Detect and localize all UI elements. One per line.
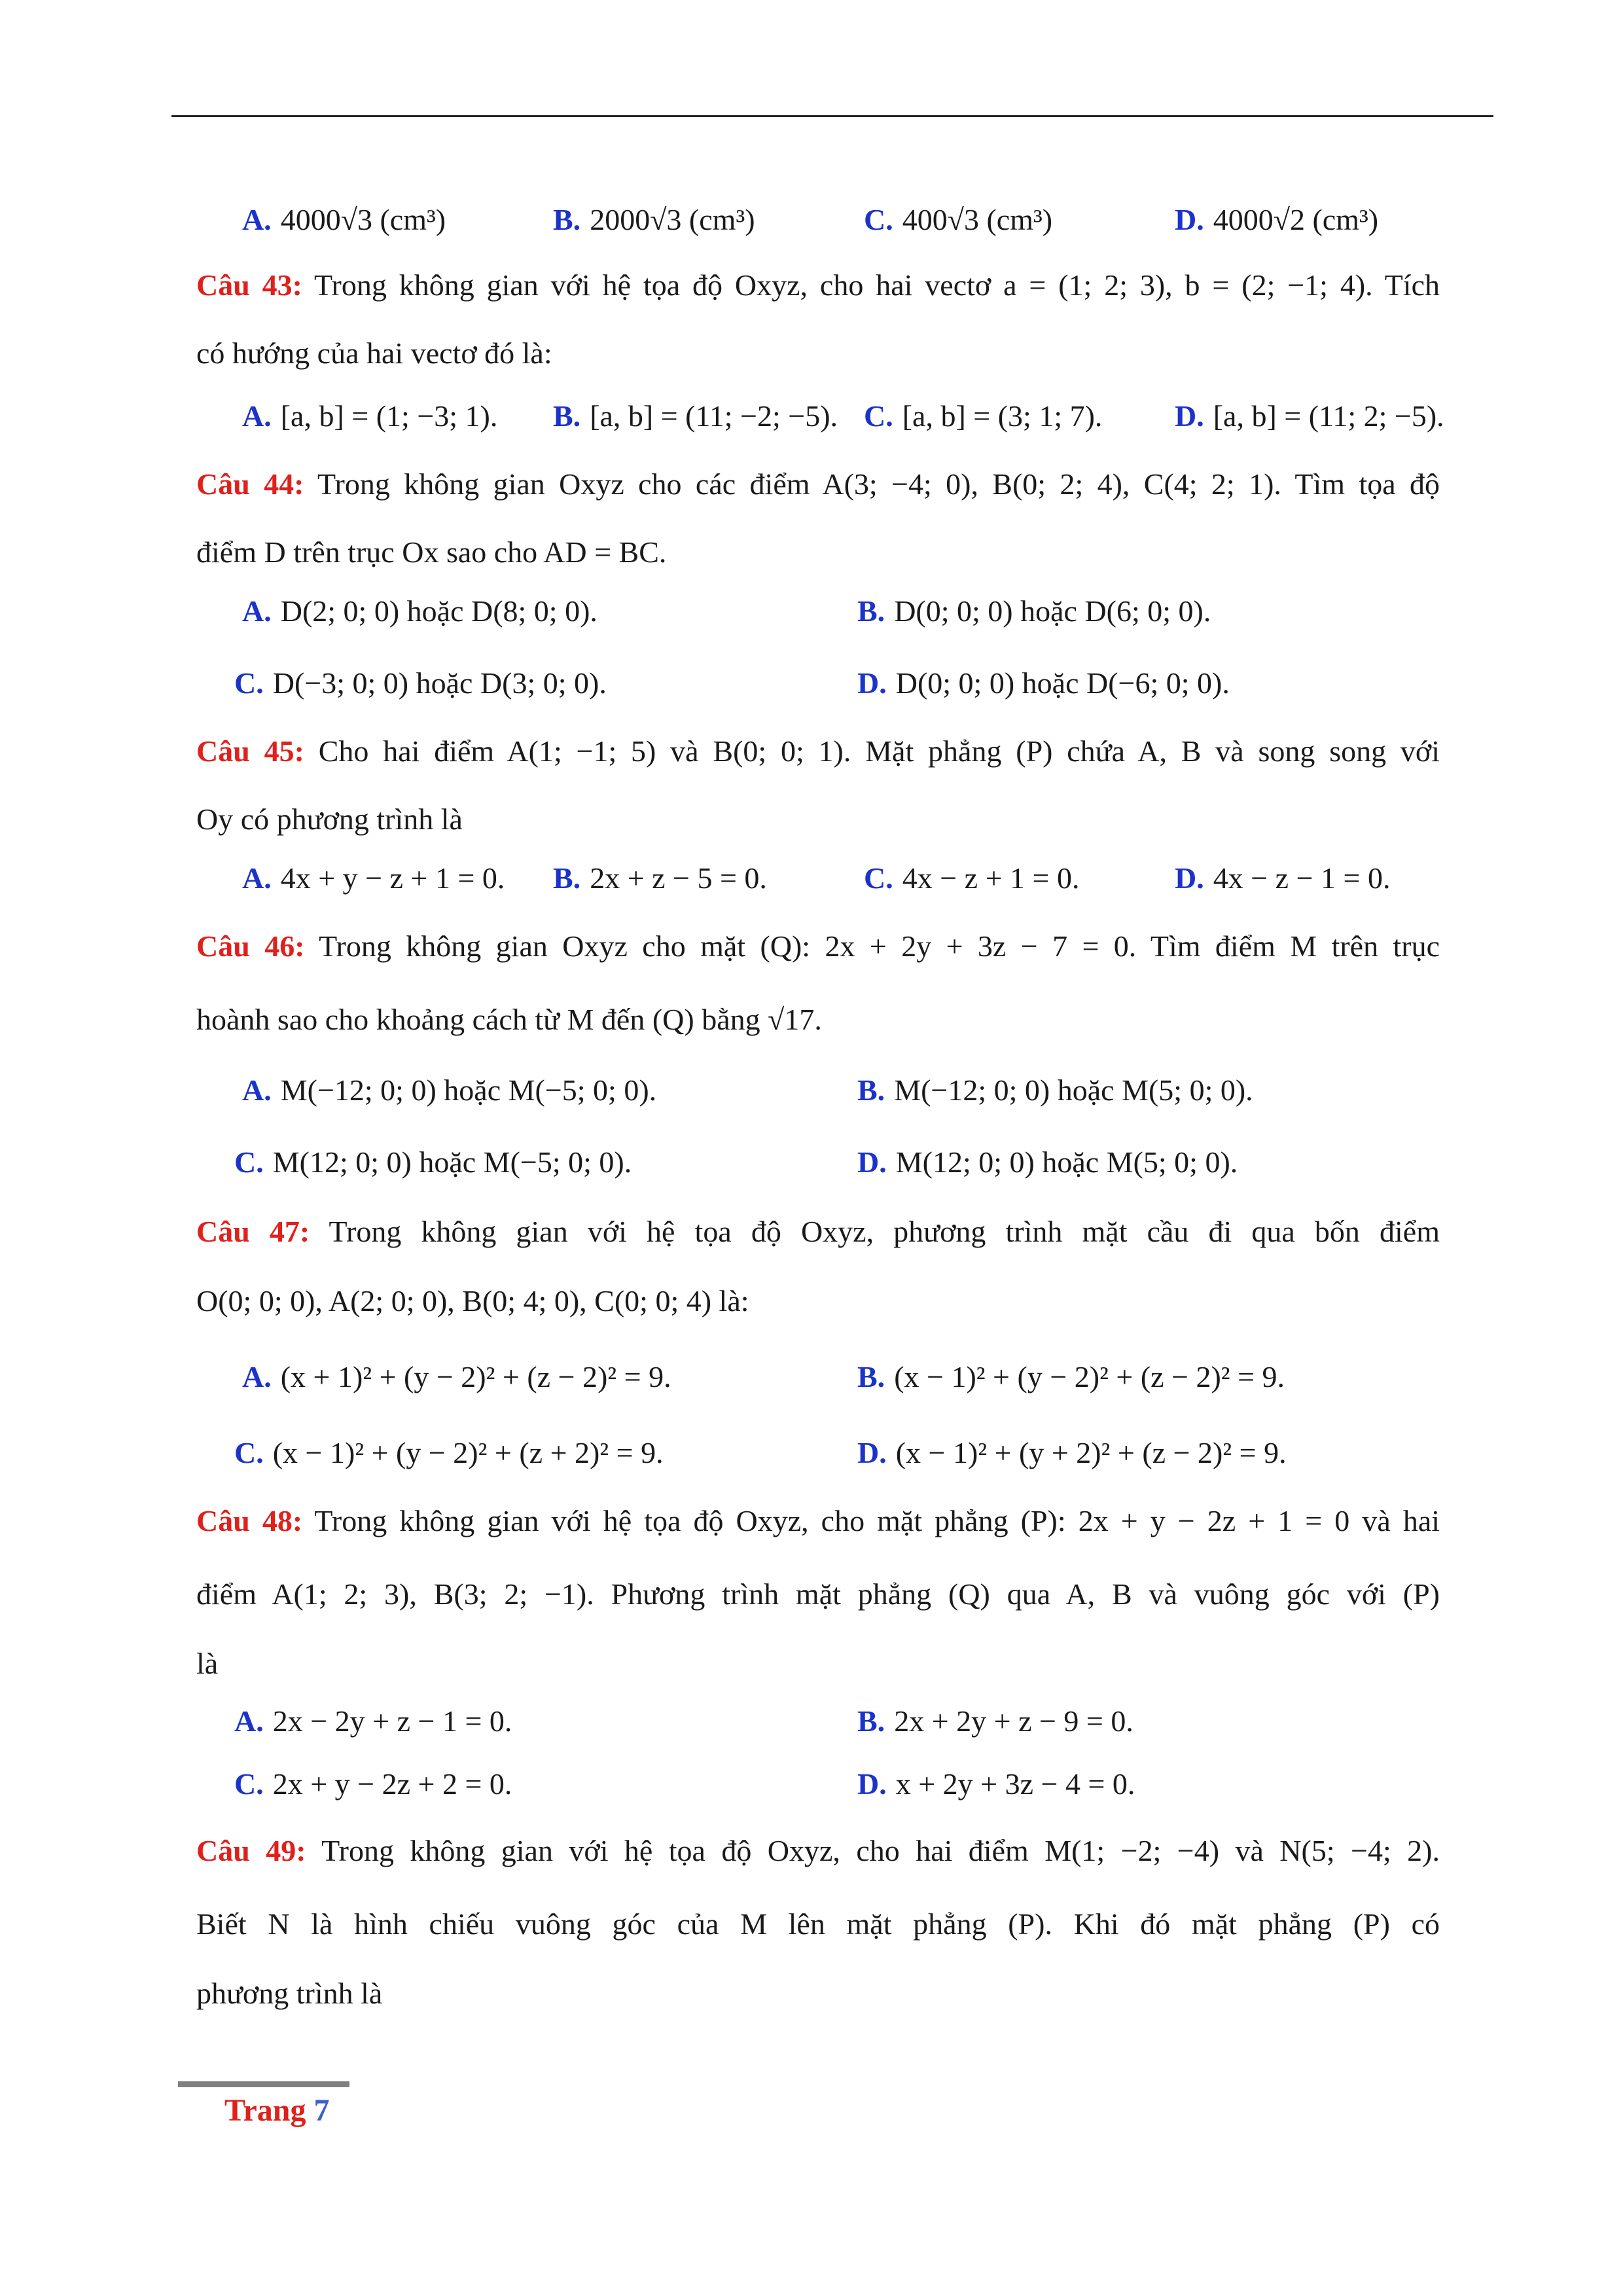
header-rule	[171, 115, 1493, 117]
q44-line2: điểm D trên trục Ox sao cho AD = BC.	[196, 535, 667, 569]
q44-options-row1	[196, 592, 1440, 631]
option-a: A. 2x − 2y + z − 1 = 0.	[234, 1704, 512, 1738]
q48-options-row1	[196, 1702, 1440, 1741]
q45-options	[196, 859, 1440, 898]
q47-options-row2	[196, 1433, 1440, 1473]
q42-options	[196, 200, 1440, 240]
q47-line2: O(0; 0; 0), A(2; 0; 0), B(0; 4; 0), C(0; 0; 4) là:	[196, 1284, 749, 1318]
option-c: C. 2x + y − 2z + 2 = 0.	[234, 1767, 512, 1801]
option-d: D. x + 2y + 3z − 4 = 0.	[857, 1767, 1135, 1801]
option-a: A. 4x + y − z + 1 = 0.	[242, 861, 505, 895]
q45-label: Câu 45:	[196, 734, 304, 768]
q44-label: Câu 44:	[196, 467, 304, 501]
q47-options-row1	[196, 1357, 1440, 1397]
q44-line1: Câu 44: Trong không gian Oxyz cho các điểm A(3; −4; 0), B(0; 2; 4), C(4; 2; 1). Tìm tọa độ	[196, 467, 1440, 501]
q46-line2: hoành sao cho khoảng cách từ M đến (Q) bằng √17.	[196, 1003, 822, 1036]
q46-options-row1	[196, 1071, 1440, 1110]
option-b: B. 2x + 2y + z − 9 = 0.	[857, 1704, 1133, 1738]
q46-line1: Câu 46: Trong không gian Oxyz cho mặt (Q): 2x + 2y + 3z − 7 = 0. Tìm điểm M trên trục	[196, 929, 1440, 963]
option-d: D. [a, b] = (11; 2; −5).	[1175, 399, 1444, 433]
option-c: C. 4x − z + 1 = 0.	[864, 861, 1080, 895]
option-d: D. D(0; 0; 0) hoặc D(−6; 0; 0).	[857, 666, 1230, 700]
q49-line2: Biết N là hình chiếu vuông góc của M lên mặt phẳng (P). Khi đó mặt phẳng (P) có	[196, 1907, 1440, 1941]
option-d: D. 4x − z − 1 = 0.	[1175, 861, 1391, 895]
q49-line3: phương trình là	[196, 1977, 383, 2010]
option-c: C. [a, b] = (3; 1; 7).	[864, 399, 1103, 433]
option-a: A. M(−12; 0; 0) hoặc M(−5; 0; 0).	[242, 1073, 657, 1107]
option-d: D. M(12; 0; 0) hoặc M(5; 0; 0).	[857, 1145, 1238, 1179]
option-b: B. D(0; 0; 0) hoặc D(6; 0; 0).	[857, 594, 1211, 628]
q43-line1: Câu 43: Trong không gian với hệ tọa độ Oxyz, cho hai vectơ a = (1; 2; 3), b = (2; −1; 4). Tích	[196, 268, 1440, 302]
option-b: B. 2000√3 (cm³)	[553, 203, 755, 236]
q43-label: Câu 43:	[196, 268, 302, 302]
option-a: A. D(2; 0; 0) hoặc D(8; 0; 0).	[242, 594, 597, 628]
page-word: Trang	[224, 2093, 306, 2128]
page-num: 7	[313, 2093, 330, 2128]
footer-bar	[178, 2081, 349, 2087]
option-c: C. D(−3; 0; 0) hoặc D(3; 0; 0).	[234, 666, 607, 700]
q45-line1: Câu 45: Cho hai điểm A(1; −1; 5) và B(0; 0; 1). Mặt phẳng (P) chứa A, B và song song với	[196, 734, 1440, 768]
q48-options-row2	[196, 1765, 1440, 1804]
q45-line2: Oy có phương trình là	[196, 802, 463, 836]
option-c: C. (x − 1)² + (y − 2)² + (z + 2)² = 9.	[234, 1436, 664, 1469]
option-d: D. (x − 1)² + (y + 2)² + (z − 2)² = 9.	[857, 1436, 1287, 1469]
q43-options	[196, 397, 1444, 436]
option-a: A. (x + 1)² + (y − 2)² + (z − 2)² = 9.	[242, 1360, 671, 1393]
q48-line3: là	[196, 1647, 219, 1680]
q48-label: Câu 48:	[196, 1504, 303, 1537]
q49-label: Câu 49:	[196, 1834, 306, 1867]
q46-options-row2	[196, 1143, 1440, 1182]
q46-label: Câu 46:	[196, 929, 305, 963]
option-d: D. 4000√2 (cm³)	[1175, 203, 1379, 236]
option-c: C. 400√3 (cm³)	[864, 203, 1053, 236]
page-content	[196, 190, 1444, 2013]
option-b: B. (x − 1)² + (y − 2)² + (z − 2)² = 9.	[857, 1360, 1285, 1393]
option-a: A. 4000√3 (cm³)	[242, 203, 446, 236]
option-b: B. 2x + z − 5 = 0.	[553, 861, 767, 895]
q48-line1: Câu 48: Trong không gian với hệ tọa độ Oxyz, cho mặt phẳng (P): 2x + y − 2z + 1 = 0 và hai	[196, 1504, 1440, 1537]
option-a: A. [a, b] = (1; −3; 1).	[242, 399, 498, 433]
q49-line1: Câu 49: Trong không gian với hệ tọa độ Oxyz, cho hai điểm M(1; −2; −4) và N(5; −4; 2).	[196, 1834, 1440, 1867]
q43-line2: có hướng của hai vectơ đó là:	[196, 336, 552, 370]
q47-label: Câu 47:	[196, 1215, 310, 1248]
page-number	[224, 2092, 329, 2128]
option-b: B. [a, b] = (11; −2; −5).	[553, 399, 838, 433]
option-c: C. M(12; 0; 0) hoặc M(−5; 0; 0).	[234, 1145, 632, 1179]
q47-line1: Câu 47: Trong không gian với hệ tọa độ Oxyz, phương trình mặt cầu đi qua bốn điểm	[196, 1215, 1440, 1248]
q48-line2: điểm A(1; 2; 3), B(3; 2; −1). Phương trình mặt phẳng (Q) qua A, B và vuông góc với (P)	[196, 1577, 1440, 1611]
option-b: B. M(−12; 0; 0) hoặc M(5; 0; 0).	[857, 1073, 1253, 1107]
q44-options-row2	[196, 664, 1440, 703]
